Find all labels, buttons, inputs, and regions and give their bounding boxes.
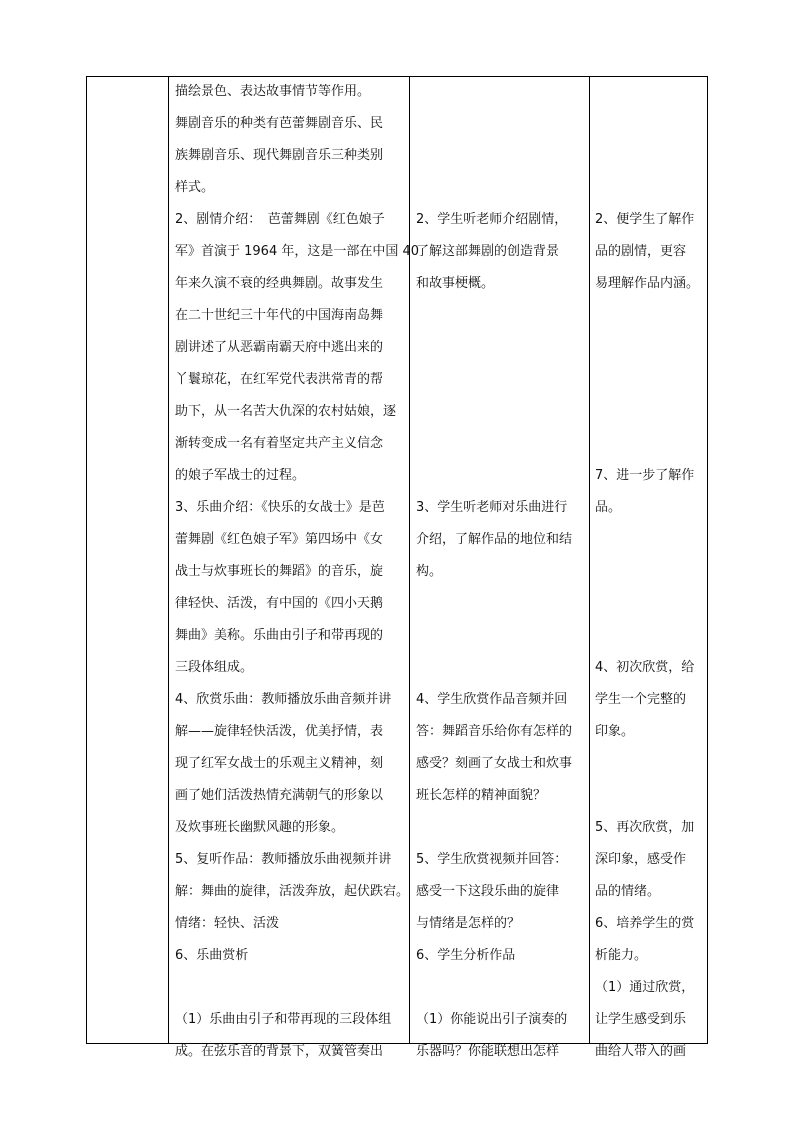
content-line: 解：舞曲的旋律，活泼奔放，起伏跌宕。 (175, 884, 410, 899)
purpose-line: 品。 (595, 500, 622, 515)
content-line: 助下，从一名苦大仇深的农村姑娘，逐 (175, 404, 397, 419)
student-line: 和故事梗概。 (416, 276, 495, 291)
content-line: 军》首演于 1964 年，这是一部在中国 40 (175, 244, 420, 259)
content-line: 三段体组成。 (175, 660, 254, 675)
lesson-plan-table (86, 76, 708, 1059)
student-line: 5、学生欣赏视频并回答： (416, 852, 568, 867)
student-line: 班长怎样的精神面貌？ (416, 788, 547, 803)
content-line: 画了她们活泼热情充满朝气的形象以 (175, 788, 384, 803)
content-line: 成。在弦乐音的背景下，双簧管奏出 (175, 1044, 384, 1059)
student-activity-column (410, 77, 590, 1059)
content-line: 年来久演不衰的经典舞剧。故事发生 (175, 276, 384, 291)
teaching-content-column (169, 77, 420, 1059)
student-line: 答：舞蹈音乐给你有怎样的 (416, 724, 573, 739)
content-line: 的娘子军战士的过程。 (175, 468, 306, 483)
student-line: 感受？刻画了女战士和炊事 (416, 756, 573, 771)
purpose-line: 6、培养学生的赏 (595, 916, 695, 931)
purpose-line: 2、便学生了解作 (595, 212, 695, 227)
content-line: 2、剧情介绍： 芭蕾舞剧《红色娘子 (175, 212, 385, 227)
student-line: 介绍，了解作品的地位和结 (416, 532, 573, 547)
content-line: 3、乐曲介绍：《快乐的女战士》是芭 (175, 500, 385, 515)
content-line: 蕾舞剧《红色娘子军》第四场中《女 (175, 532, 384, 547)
purpose-line: 曲给人带入的画 (595, 1044, 687, 1059)
purpose-line: 深印象，感受作 (595, 852, 687, 867)
content-line: 解——旋律轻快活泼，优美抒情，表 (175, 724, 384, 739)
student-line: 与情绪是怎样的？ (416, 916, 521, 931)
student-line: 乐器吗？你能联想出怎样 (416, 1044, 560, 1059)
content-line: 4、欣赏乐曲：教师播放乐曲音频并讲 (175, 692, 392, 707)
content-line: 族舞剧音乐、现代舞剧音乐三种类别 (175, 148, 384, 163)
student-line: 3、学生听老师对乐曲进行 (416, 500, 568, 515)
content-line: 舞曲》美称。乐曲由引子和带再现的 (175, 628, 384, 643)
content-line: 渐转变成一名有着坚定共产主义信念 (175, 436, 384, 451)
purpose-line: 4、初次欣赏，给 (595, 660, 695, 675)
content-line: 丫鬟琼花，在红军党代表洪常青的帮 (175, 372, 384, 387)
blank-column (87, 77, 169, 1043)
purpose-line: 析能力。 (595, 948, 648, 963)
content-line: 在二十世纪三十年代的中国海南岛舞 (175, 308, 384, 323)
content-line: 战士与炊事班长的舞蹈》的音乐，旋 (175, 564, 384, 579)
student-line: 2、学生听老师介绍剧情， (416, 212, 568, 227)
content-line: 5、复听作品：教师播放乐曲视频并讲 (175, 852, 392, 867)
content-line: 6、乐曲赏析 (175, 948, 249, 963)
content-line: 情绪：轻快、活泼 (175, 916, 280, 931)
purpose-line: 让学生感受到乐 (595, 1012, 687, 1027)
content-line: 样式。 (175, 180, 215, 195)
student-line: 4、学生欣赏作品音频并回 (416, 692, 568, 707)
content-line: （1）乐曲由引子和带再现的三段体组 (175, 1012, 392, 1027)
content-line: 剧讲述了从恶霸南霸天府中逃出来的 (175, 340, 384, 355)
purpose-line: 5、再次欣赏，加 (595, 820, 695, 835)
purpose-line: 印象。 (595, 724, 635, 739)
student-line: 感受一下这段乐曲的旋律 (416, 884, 560, 899)
student-line: 了解这部舞剧的创造背景 (416, 244, 560, 259)
purpose-line: 品的剧情，更容 (595, 244, 687, 259)
content-line: 舞剧音乐的种类有芭蕾舞剧音乐、民 (175, 116, 384, 131)
purpose-line: （1）通过欣赏， (595, 980, 695, 995)
purpose-line: 品的情绪。 (595, 884, 661, 899)
student-line: （1）你能说出引子演奏的 (416, 1012, 568, 1027)
student-line: 构。 (416, 564, 443, 579)
content-line: 描绘景色、表达故事情节等作用。 (175, 84, 371, 99)
content-line: 现了红军女战士的乐观主义精神，刻 (175, 756, 384, 771)
content-line: 律轻快、活泼，有中国的《四小天鹅 (175, 596, 384, 611)
design-purpose-column (590, 77, 707, 1059)
student-line: 6、学生分析作品 (416, 948, 516, 963)
purpose-line: 易理解作品内涵。 (595, 276, 700, 291)
purpose-line: 学生一个完整的 (595, 692, 687, 707)
purpose-line: 7、进一步了解作 (595, 468, 695, 483)
content-line: 及炊事班长幽默风趣的形象。 (175, 820, 345, 835)
